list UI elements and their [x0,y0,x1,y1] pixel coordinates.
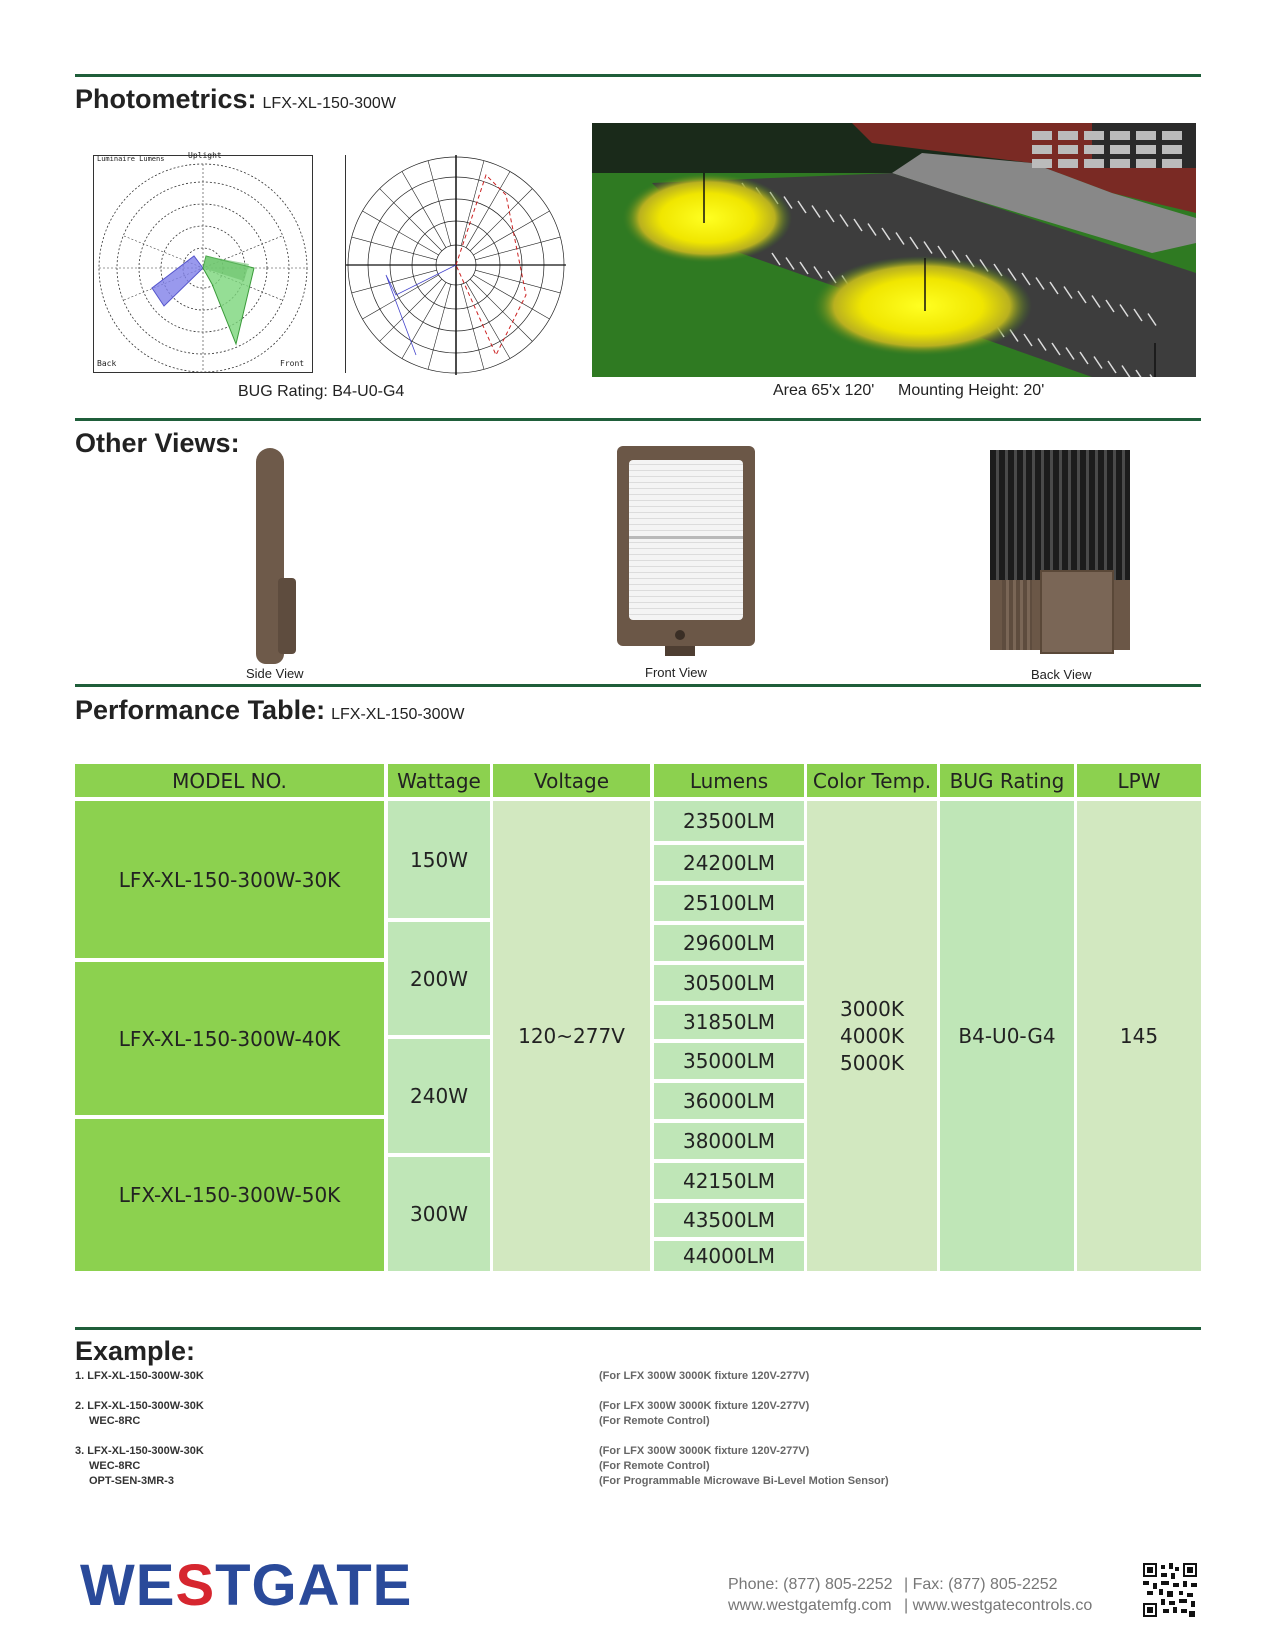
example-3-line: WEC-8RC [89,1460,141,1472]
example-3-note: (For LFX 300W 3000K fixture 120V-277V) [599,1445,810,1457]
lumens-cell: 44000LM [654,1241,804,1271]
performance-title: Performance Table: [75,695,326,725]
color-temp-4000k: 4000K [839,1023,904,1048]
polar-spoke [428,161,451,246]
example-2-line: WEC-8RC [89,1415,141,1427]
lumens-cell: 23500LM [654,801,804,841]
polar-spoke [380,189,442,251]
polar-spoke [461,161,484,246]
qr-code-icon [1143,1563,1197,1617]
color-temp-3000k: 3000K [839,996,904,1021]
lumens-cell: 29600LM [654,925,804,961]
example-title: Example: [75,1336,196,1366]
building-window [1084,131,1104,140]
rule-performance [75,684,1201,687]
phone-text: Phone: (877) 805-2252 [728,1576,893,1593]
building-window [1136,145,1156,154]
model-cell-40k: LFX-XL-150-300W-40K [75,962,384,1115]
parking-lot-rendering [592,123,1196,377]
example-3-line: OPT-SEN-3MR-3 [89,1475,174,1487]
rule-other-views [75,418,1201,421]
lumens-cell: 24200LM [654,845,804,881]
performance-model: LFX-XL-150-300W [331,706,465,723]
example-3-line: 3. LFX-XL-150-300W-30K [75,1445,204,1457]
example-2-note: (For Remote Control) [599,1415,710,1427]
header-wattage: Wattage [388,764,490,797]
polar-spoke [428,284,451,369]
front-view-caption: Front View [645,665,707,680]
top-rule [75,74,1201,77]
luminaire-lumens-label: Luminaire Lumens [97,155,165,163]
back-view-caption: Back View [1031,667,1092,682]
example-3-note: (For Remote Control) [599,1460,710,1472]
header-color-temp: Color Temp. [807,764,937,797]
lumens-cell: 31850LM [654,1005,804,1039]
lpw-cell: 145 [1077,801,1201,1271]
voltage-cell: 120~277V [493,801,650,1271]
color-temp-5000k: 5000K [839,1050,904,1075]
mounting-height-caption: Mounting Height: 20' [898,382,1045,399]
building-window [1032,159,1052,168]
wattage-cell-300w: 300W [388,1157,490,1271]
polar-plot-candela [346,155,566,375]
example-1-note: (For LFX 300W 3000K fixture 120V-277V) [599,1370,810,1382]
side-view-image [256,448,304,664]
model-cell-30k: LFX-XL-150-300W-30K [75,801,384,958]
lumens-cell: 36000LM [654,1083,804,1119]
polar-spoke [461,284,484,369]
side-view-caption: Side View [246,666,304,681]
wattage-cell-150w: 150W [388,801,490,918]
back-view-image [990,450,1130,660]
polar-plot-lumens [93,151,313,373]
building-window [1162,159,1182,168]
example-3-note: (For Programmable Microwave Bi-Level Motion Sensor) [599,1475,889,1487]
example-1-line: 1. LFX-XL-150-300W-30K [75,1370,204,1382]
building-window [1136,131,1156,140]
logo-part-s: S [175,1553,216,1618]
wattage-cell-200w: 200W [388,922,490,1035]
polar-spoke [470,279,532,341]
lumens-cell: 42150LM [654,1163,804,1199]
lumens-cell: 35000LM [654,1043,804,1079]
polar-spoke [352,237,437,260]
front-view-image [617,446,755,656]
wattage-cell-240w: 240W [388,1039,490,1153]
building-window [1058,145,1078,154]
building-window [1084,145,1104,154]
logo-part-we: WE [80,1553,176,1618]
polar-spoke [470,189,532,251]
polar-spoke [352,270,437,293]
fax-text: | Fax: (877) 805-2252 [904,1576,1058,1593]
example-2-line: 2. LFX-XL-150-300W-30K [75,1400,204,1412]
bug-rating-cell: B4-U0-G4 [940,801,1074,1271]
building-window [1032,131,1052,140]
website-mfg-link[interactable]: www.westgatemfg.com [728,1597,892,1614]
building-window [1058,131,1078,140]
building-window [1084,159,1104,168]
polar-plot-lumens-svg [94,156,312,372]
building-window [1110,159,1130,168]
building-window [1110,145,1130,154]
back-label: Back [97,359,117,368]
building-window [1162,145,1182,154]
rule-example [75,1327,1201,1330]
lumens-cell: 38000LM [654,1123,804,1159]
logo-part-tgate: TGATE [215,1553,413,1618]
building-window [1110,131,1130,140]
color-temp-cell [807,801,937,1271]
header-bug-rating: BUG Rating [940,764,1074,797]
building-window [1162,131,1182,140]
header-lpw: LPW [1077,764,1201,797]
uplight-label: Uplight [188,151,222,160]
performance-heading [75,695,464,726]
building-window [1032,145,1052,154]
photometrics-title: Photometrics: [75,84,257,114]
header-model-no: MODEL NO. [75,764,384,797]
model-cell-50k: LFX-XL-150-300W-50K [75,1119,384,1271]
website-controls-link[interactable]: | www.westgatecontrols.co [904,1597,1093,1614]
example-2-note: (For LFX 300W 3000K fixture 120V-277V) [599,1400,810,1412]
lumens-cell: 30500LM [654,965,804,1001]
polar-spoke [380,279,442,341]
westgate-logo [80,1553,413,1618]
other-views-title: Other Views: [75,428,240,458]
area-caption: Area 65'x 120' [773,382,875,399]
header-lumens: Lumens [654,764,804,797]
photometrics-model: LFX-XL-150-300W [262,95,396,112]
building-window [1058,159,1078,168]
building-window [1136,159,1156,168]
photometrics-heading [75,84,396,115]
lumens-cell: 43500LM [654,1203,804,1237]
header-voltage: Voltage [493,764,650,797]
lumens-cell: 25100LM [654,885,804,921]
polar-spoke [475,270,560,293]
bug-rating-caption: BUG Rating: B4-U0-G4 [238,383,405,400]
front-label: Front [280,359,305,368]
